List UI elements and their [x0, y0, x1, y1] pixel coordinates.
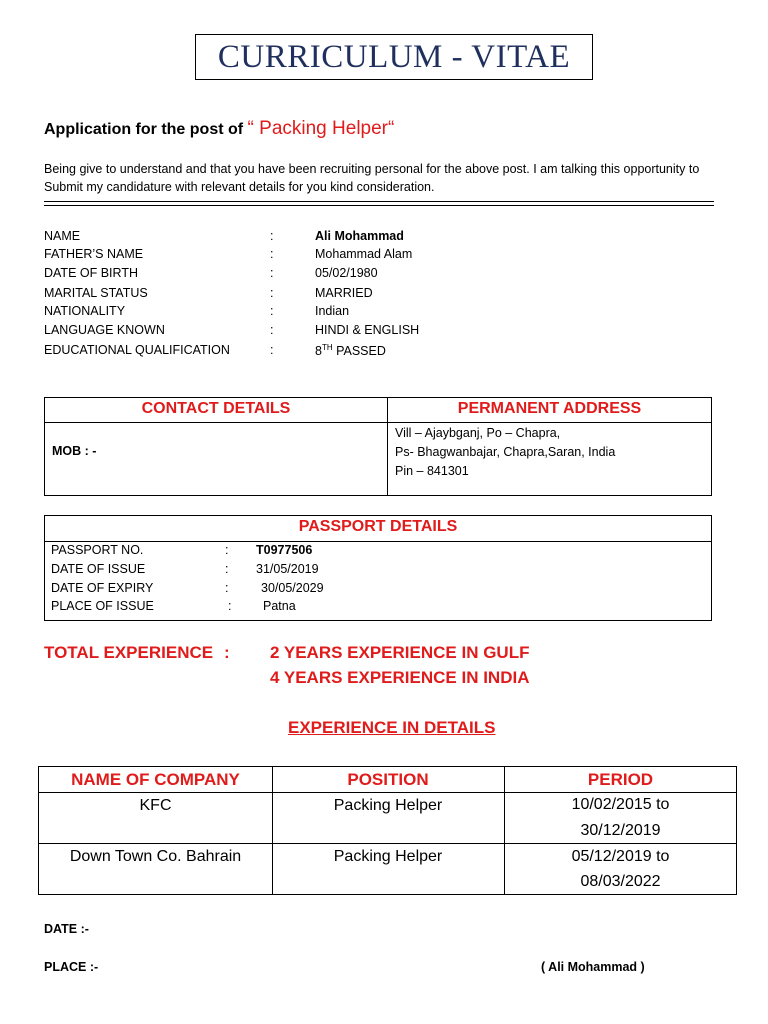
- field-colon: :: [270, 247, 274, 261]
- table-divider: [45, 422, 711, 423]
- field-label: DATE OF BIRTH: [44, 266, 138, 280]
- position-name: Packing Helper: [333, 848, 443, 865]
- field-label: PASSPORT NO.: [51, 543, 144, 557]
- field-value: 31/05/2019: [256, 562, 319, 576]
- contact-address-table: [44, 397, 712, 496]
- field-colon: :: [270, 266, 274, 280]
- address-line: Ps- Bhagwanbajar, Chapra,Saran, India: [395, 445, 616, 459]
- address-line: Pin – 841301: [395, 464, 469, 478]
- field-label: DATE OF EXPIRY: [51, 581, 154, 595]
- field-label: LANGUAGE KNOWN: [44, 323, 165, 337]
- qualification-text: PASSED: [332, 344, 386, 359]
- company-name: Down Town Co. Bahrain: [69, 848, 242, 865]
- field-value: Patna: [263, 599, 296, 613]
- passport-table: [44, 515, 712, 621]
- field-value: Mohammad Alam: [315, 247, 413, 261]
- field-colon: :: [225, 562, 229, 576]
- field-label: DATE OF ISSUE: [51, 562, 146, 576]
- page-title: CURRICULUM - VITAE: [195, 34, 593, 80]
- period-from: 10/02/2015 to: [571, 796, 670, 813]
- application-line: [44, 118, 394, 140]
- position-name: Packing Helper: [333, 797, 443, 814]
- field-colon: :: [270, 323, 274, 337]
- period-from: 05/12/2019 to: [571, 848, 670, 865]
- date-label: DATE :-: [44, 922, 89, 936]
- divider: [44, 201, 714, 202]
- passport-details-header: PASSPORT DETAILS: [298, 518, 458, 535]
- application-prefix: Application for the post of: [44, 121, 244, 138]
- field-colon: :: [270, 229, 274, 243]
- field-label: PLACE OF ISSUE: [51, 599, 154, 613]
- application-post: “ Packing Helper“: [247, 118, 395, 139]
- place-label: PLACE :-: [44, 960, 99, 974]
- field-value: [315, 343, 386, 358]
- column-header: NAME OF COMPANY: [71, 770, 240, 789]
- field-value: 05/02/1980: [315, 266, 378, 280]
- field-value: HINDI & ENGLISH: [315, 323, 420, 337]
- field-label: MARITAL STATUS: [44, 286, 148, 300]
- company-name: KFC: [139, 797, 172, 814]
- permanent-address-header: PERMANENT ADDRESS: [457, 400, 642, 417]
- period-to: 30/12/2019: [580, 822, 661, 839]
- field-colon: :: [225, 543, 229, 557]
- field-colon: :: [228, 599, 232, 613]
- address-line: Vill – Ajaybganj, Po – Chapra,: [395, 426, 561, 440]
- field-value: Ali Mohammad: [315, 229, 404, 243]
- signature: ( Ali Mohammad ): [541, 960, 645, 974]
- experience-table: [38, 766, 737, 895]
- total-experience-colon: :: [224, 643, 230, 662]
- field-value: 30/05/2029: [261, 581, 324, 595]
- column-header: PERIOD: [587, 770, 654, 789]
- field-colon: :: [270, 343, 274, 357]
- field-colon: :: [270, 304, 274, 318]
- field-label: FATHER’S NAME: [44, 247, 144, 261]
- field-label: NAME: [44, 229, 81, 243]
- contact-details-header: CONTACT DETAILS: [141, 400, 291, 417]
- experience-line: 2 YEARS EXPERIENCE IN GULF: [270, 643, 530, 662]
- field-label: EDUCATIONAL QUALIFICATION: [44, 343, 230, 357]
- field-value: T0977506: [256, 543, 313, 557]
- field-label: NATIONALITY: [44, 304, 126, 318]
- qualification-number: 8: [315, 344, 322, 359]
- field-value: MARRIED: [315, 286, 373, 300]
- column-header: POSITION: [347, 770, 429, 789]
- mobile-number: MOB : -: [52, 444, 97, 458]
- period-to: 08/03/2022: [580, 873, 661, 890]
- experience-line: 4 YEARS EXPERIENCE IN INDIA: [270, 668, 530, 687]
- table-divider: [45, 541, 711, 542]
- divider: [44, 205, 714, 206]
- experience-details-title: EXPERIENCE IN DETAILS: [288, 718, 496, 737]
- field-colon: :: [225, 581, 229, 595]
- qualification-suffix: TH: [321, 343, 333, 352]
- field-colon: :: [270, 286, 274, 300]
- field-value: Indian: [315, 304, 350, 318]
- total-experience-label: TOTAL EXPERIENCE: [44, 643, 214, 662]
- intro-paragraph: Being give to understand and that you have been recruiting personal for the above post. I am talking this opportunity to Submit my candidature with relevant details for you kind consideration.: [44, 162, 700, 194]
